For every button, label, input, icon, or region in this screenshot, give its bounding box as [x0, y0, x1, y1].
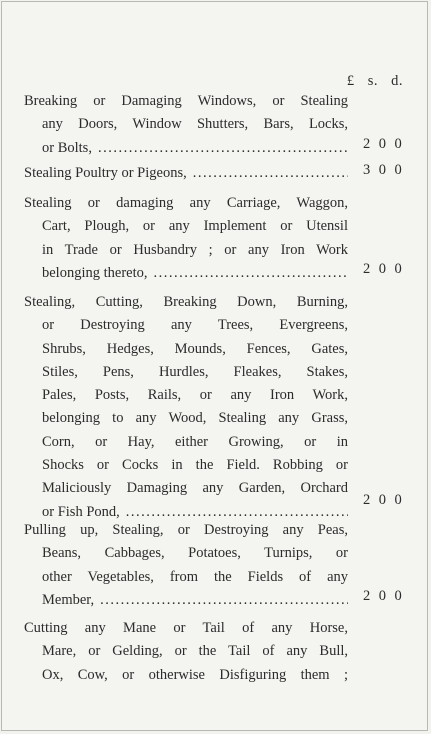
entry-line: Cart, Plough, or any Implement or Utensil — [42, 218, 348, 235]
entry-line: Breaking or Damaging Windows, or Stealing — [24, 93, 348, 109]
entry-line: other Vegetables, from the Fields of any — [42, 568, 348, 585]
pounds-heading: £ — [346, 73, 355, 89]
offence-entry-trees — [24, 291, 348, 524]
entry-line: or Bolts, ..... — [24, 137, 348, 160]
pence-heading: d. — [391, 73, 403, 89]
entry-line: Cutting any Mane or Tail of any Horse, — [24, 620, 348, 636]
fine-amount: 2 0 0 — [363, 136, 403, 152]
entry-line: Stealing Poultry or Pigeons, ..... — [24, 162, 348, 185]
entry-line: in Trade or Husbandry ; or any Iron Work — [42, 241, 348, 258]
entry-line: Corn, or Hay, either Growing, or in — [42, 433, 348, 450]
entry-line: Shocks or Cocks in the Field. Robbing or — [42, 457, 348, 474]
offence-entry-windows — [24, 90, 348, 160]
offence-entry-horses — [24, 617, 348, 687]
fine-amount: 2 0 0 — [363, 261, 403, 277]
currency-header — [347, 73, 403, 90]
book-page — [1, 1, 428, 731]
fine-amount: 2 0 0 — [363, 492, 403, 508]
entry-line: Beans, Cabbages, Potatoes, Turnips, or — [42, 545, 348, 562]
entry-line: Stealing, Cutting, Breaking Down, Burning, — [24, 294, 348, 310]
entry-line: Stealing or damaging any Carriage, Waggon, — [24, 195, 348, 211]
offence-entry-vegetables — [24, 519, 348, 612]
entry-line: Shrubs, Hedges, Mounds, Fences, Gates, — [42, 340, 348, 357]
entry-line: Pales, Posts, Rails, or any Iron Work, — [42, 387, 348, 404]
entry-line: or Destroying any Trees, Evergreens, — [42, 317, 348, 334]
fine-amount: 2 0 0 — [363, 588, 403, 604]
fine-amount: 3 0 0 — [363, 162, 403, 178]
shillings-heading: s. — [367, 73, 378, 89]
entry-line: or Fish Pond, ..... — [24, 501, 348, 524]
entry-line: Pulling up, Stealing, or Destroying any Peas, — [24, 522, 348, 538]
dot-leader — [154, 262, 348, 285]
entry-line: any Doors, Window Shutters, Bars, Locks, — [42, 116, 348, 133]
entry-line: Mare, or Gelding, or the Tail of any Bull, — [42, 643, 348, 660]
entry-line: Member, ..... — [24, 589, 348, 612]
entry-line: Stiles, Pens, Hurdles, Fleakes, Stakes, — [42, 363, 348, 380]
dot-leader — [193, 162, 348, 185]
dot-leader — [98, 137, 348, 160]
entry-line: belonging to any Wood, Stealing any Grass, — [42, 410, 348, 427]
offence-entry-poultry — [24, 162, 348, 185]
offence-entry-carriage — [24, 192, 348, 285]
entry-line: Ox, Cow, or otherwise Disfiguring them ; — [42, 666, 348, 683]
entry-line: belonging thereto, ..... — [24, 262, 348, 285]
entry-line: Maliciously Damaging any Garden, Orchard — [42, 480, 348, 497]
dot-leader — [100, 589, 348, 612]
